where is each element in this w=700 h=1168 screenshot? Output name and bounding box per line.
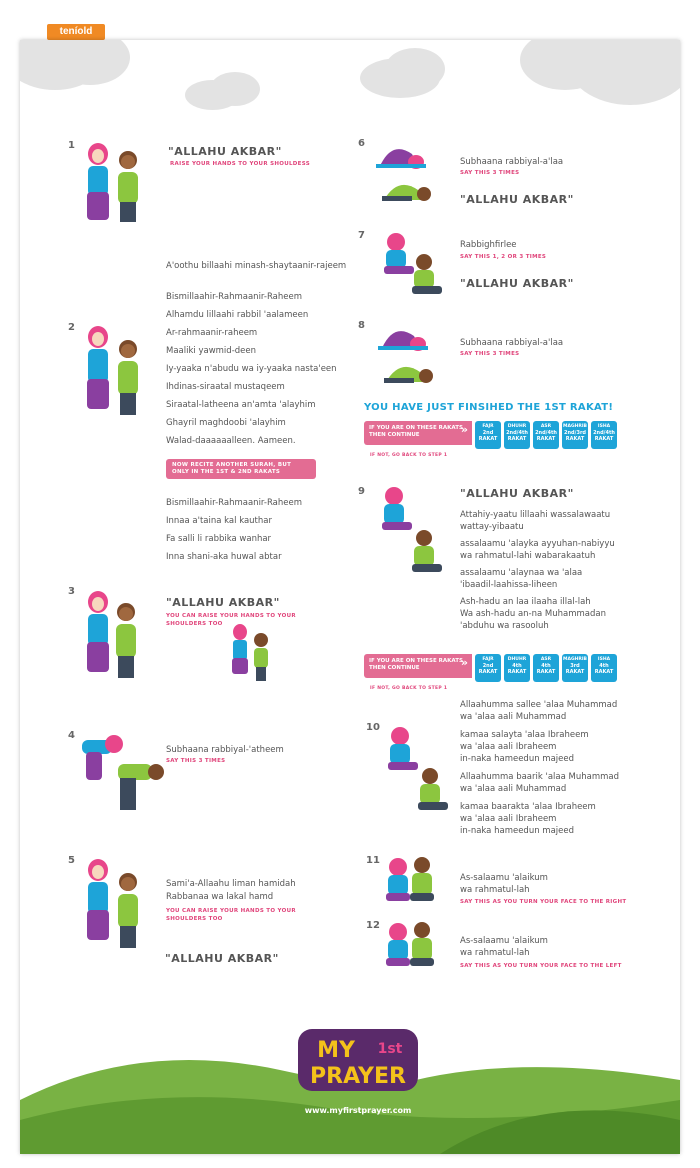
step-5-line: Rabbanaa wa lakal hamd bbox=[166, 892, 274, 902]
website-url[interactable]: www.myfirstprayer.com bbox=[304, 1106, 412, 1115]
rakat-table-2 bbox=[364, 654, 617, 682]
surah-line: Fa salli li rabbika wanhar bbox=[166, 534, 272, 544]
rakat-table-1-foot: IF NOT, GO BACK TO STEP 1 bbox=[370, 453, 448, 458]
rakat-cell bbox=[591, 654, 617, 682]
kids-prostrating-illustration bbox=[372, 136, 442, 206]
step-6-text: Subhaana rabbiyal-a'laa bbox=[460, 157, 564, 167]
rakat-cell bbox=[591, 421, 617, 449]
taawwudh-text: A'oothu billaahi minash-shaytaanir-rajeem bbox=[166, 261, 347, 271]
step-3-note: YOU CAN RAISE YOUR HANDS TO YOUR SHOULDERS TOO bbox=[166, 613, 296, 627]
step-4-note: SAY THIS 3 TIMES bbox=[166, 758, 226, 764]
step-1-heading: "ALLAHU AKBAR" bbox=[168, 145, 282, 158]
tashahhud-line: 'ibaadil-laahissa-liheen bbox=[460, 580, 558, 590]
step-5-note: YOU CAN RAISE YOUR HANDS TO YOUR SHOULDERS TOO bbox=[166, 908, 296, 922]
salawat-line: Allaahumma baarik 'alaa Muhammad bbox=[460, 772, 620, 782]
tashahhud-line: Attahiy-yaatu lillaahi wassalawaatu bbox=[460, 510, 611, 520]
logo-badge-text: 1st bbox=[377, 1041, 403, 1057]
rakat-cell-value: 2nd/4th RAKAT bbox=[593, 430, 615, 442]
step-11-line: As-salaamu 'alaikum bbox=[460, 873, 548, 883]
step-7-heading: "ALLAHU AKBAR" bbox=[460, 277, 574, 290]
fatiha-line: Siraatal-latheena an'amta 'alayhim bbox=[166, 400, 316, 410]
rakat-cell-value: 3rd RAKAT bbox=[565, 663, 585, 675]
rakat-cell-name: ASR bbox=[540, 657, 552, 662]
kids-salaam-left-illustration bbox=[384, 920, 434, 970]
step-1-note: RAISE YOUR HANDS TO YOUR SHOULDESS bbox=[170, 161, 310, 167]
rakat-cell-name: DHUHR bbox=[507, 657, 527, 662]
step-9-heading: "ALLAHU AKBAR" bbox=[460, 487, 574, 500]
rakat-cell-value: 4th RAKAT bbox=[536, 663, 556, 675]
surah-lines bbox=[166, 497, 302, 569]
step-12-note: SAY THIS AS YOU TURN YOUR FACE TO THE LEFT bbox=[460, 963, 622, 969]
fatiha-line: Iy-yaaka n'abudu wa iy-yaaka nasta'een bbox=[166, 364, 337, 374]
step-3-heading: "ALLAHU AKBAR" bbox=[166, 596, 280, 609]
step-4-text: Subhaana rabbiyal-'atheem bbox=[166, 745, 284, 755]
kids-second-prostration-illustration bbox=[374, 318, 444, 388]
fatiha-line: Ihdinas-siraatal mustaqeem bbox=[166, 382, 285, 392]
step-9-number: 9 bbox=[358, 486, 365, 497]
step-12-line: wa rahmatul-lah bbox=[460, 948, 530, 958]
tashahhud-line: Wa ash-hadu an-na Muhammadan bbox=[460, 609, 606, 619]
surah-line: Bismillaahir-Rahmaanir-Raheem bbox=[166, 498, 303, 508]
step-12-line: As-salaamu 'alaikum bbox=[460, 936, 548, 946]
rakat-cell-name: MAGHRIB bbox=[563, 657, 587, 662]
rakat-cell-value: 4th RAKAT bbox=[507, 663, 527, 675]
step-3-number: 3 bbox=[68, 586, 75, 597]
kids-salawat-illustration bbox=[382, 726, 452, 816]
fatiha-line: Ghayril maghdoobi 'alayhim bbox=[166, 418, 286, 428]
step-7-note: SAY THIS 1, 2 OR 3 TIMES bbox=[460, 254, 547, 260]
my-first-prayer-logo bbox=[288, 1025, 428, 1095]
surah-instruction-box: NOW RECITE ANOTHER SURAH, BUT ONLY IN THE 1ST & 2ND RAKATS bbox=[166, 459, 316, 479]
step-11-note: SAY THIS AS YOU TURN YOUR FACE TO THE RIGHT bbox=[460, 899, 627, 905]
fatiha-line: Bismillaahir-Rahmaanir-Raheem bbox=[166, 292, 303, 302]
cloud-right-mid-b bbox=[385, 48, 445, 90]
kids-salaam-right-illustration bbox=[384, 855, 434, 905]
salawat-line: kamaa salayta 'alaa Ibraheem bbox=[460, 730, 589, 740]
fatiha-line: Walad-daaaaaalleen. Aameen. bbox=[166, 436, 296, 446]
rakat-cell bbox=[504, 654, 530, 682]
rakat-cell bbox=[475, 654, 501, 682]
logo-prayer-text: PRAYER bbox=[310, 1064, 406, 1089]
salawat-line: wa 'alaa aali Muhammad bbox=[460, 784, 567, 794]
tashahhud-line: assalaamu 'alayka ayyuhan-nabiyyu bbox=[460, 539, 615, 549]
tashahhud-line: assalaamu 'alaynaa wa 'alaa bbox=[460, 568, 583, 578]
prayer-poster bbox=[20, 40, 680, 1154]
step-8-note: SAY THIS 3 TIMES bbox=[460, 351, 520, 357]
fatiha-line: Ar-rahmaanir-raheem bbox=[166, 328, 258, 338]
step-12-number: 12 bbox=[366, 920, 380, 931]
finished-rakat-heading: YOU HAVE JUST FINSIHED THE 1ST RAKAT! bbox=[364, 402, 614, 413]
rakat-cell bbox=[562, 654, 588, 682]
rakat-cell-value: 4th RAKAT bbox=[594, 663, 614, 675]
rakat-cell-value: 2nd/4th RAKAT bbox=[506, 430, 528, 442]
rakat-cell-value: 2nd/3rd RAKAT bbox=[564, 430, 586, 442]
fatiha-lines bbox=[166, 291, 337, 453]
rakat-cell-name: ISHA bbox=[597, 424, 611, 429]
step-6-number: 6 bbox=[358, 138, 365, 149]
rakat-table-2-lead: IF YOU ARE ON THESE RAKATS THEN CONTINUE » bbox=[364, 654, 472, 678]
step-4-number: 4 bbox=[68, 730, 75, 741]
rakat-table-1 bbox=[364, 421, 617, 449]
step-5-text bbox=[166, 878, 296, 904]
kids-tashahhud-illustration bbox=[376, 486, 446, 581]
fatiha-line: Alhamdu lillaahi rabbil 'aalameen bbox=[166, 310, 309, 320]
step-5-heading: "ALLAHU AKBAR" bbox=[165, 952, 279, 965]
rakat-cell-value: 2nd RAKAT bbox=[478, 430, 498, 442]
tashahhud-text bbox=[460, 509, 615, 632]
step-7-number: 7 bbox=[358, 230, 365, 241]
step-5-number: 5 bbox=[68, 855, 75, 866]
step-11-number: 11 bbox=[366, 855, 380, 866]
rakat-cell-name: ASR bbox=[540, 424, 552, 429]
salawat-line: Allaahumma sallee 'alaa Muhammad bbox=[460, 700, 618, 710]
rakat-cell bbox=[562, 421, 588, 449]
cloud-mid-b bbox=[210, 72, 260, 106]
kids-sitting-illustration bbox=[378, 232, 448, 302]
kids-standing-rising-illustration bbox=[78, 858, 158, 953]
salawat-line: wa 'alaa aali Muhammad bbox=[460, 712, 567, 722]
kids-bowing-illustration bbox=[78, 730, 168, 820]
step-12-text bbox=[460, 935, 548, 959]
rakat-cell-name: ISHA bbox=[597, 657, 611, 662]
step-11-text bbox=[460, 872, 548, 896]
kids-standing-hands-folded-illustration bbox=[78, 325, 158, 425]
rakat-cell-value: 2nd/4th RAKAT bbox=[535, 430, 557, 442]
salawat-line: kamaa baarakta 'alaa Ibraheem bbox=[460, 802, 596, 812]
rakat-table-1-lead: IF YOU ARE ON THESE RAKATS THEN CONTINUE » bbox=[364, 421, 472, 445]
fatiha-line: Maaliki yawmid-deen bbox=[166, 346, 256, 356]
step-6-heading: "ALLAHU AKBAR" bbox=[460, 193, 574, 206]
step-8-text: Subhaana rabbiyal-a'laa bbox=[460, 338, 564, 348]
rakat-cell bbox=[533, 654, 559, 682]
rakat-cell-value: 2nd RAKAT bbox=[478, 663, 498, 675]
rakat-table-2-foot: IF NOT, GO BACK TO STEP 1 bbox=[370, 686, 448, 691]
step-11-line: wa rahmatul-lah bbox=[460, 885, 530, 895]
tashahhud-line: wattay-yibaatu bbox=[460, 522, 524, 532]
salawat-line: wa 'alaa aali Ibraheem bbox=[460, 742, 557, 752]
salawat-line: in-naka hameedun majeed bbox=[460, 826, 575, 836]
brand-logo: teníold bbox=[47, 24, 105, 40]
step-7-text: Rabbighfirlee bbox=[460, 240, 517, 250]
surah-line: Inna shani-aka huwal abtar bbox=[166, 552, 282, 562]
rakat-cell bbox=[504, 421, 530, 449]
rakat-cell-name: FAJR bbox=[482, 657, 494, 662]
rakat-cell bbox=[475, 421, 501, 449]
salawat-line: wa 'alaa aali Ibraheem bbox=[460, 814, 557, 824]
step-8-number: 8 bbox=[358, 320, 365, 331]
salawat-line: in-naka hameedun majeed bbox=[460, 754, 575, 764]
tashahhud-line: wa rahmatul-lahi wabarakaatuh bbox=[460, 551, 596, 561]
step-10-number: 10 bbox=[366, 722, 380, 733]
rakat-cell bbox=[533, 421, 559, 449]
step-1-number: 1 bbox=[68, 140, 75, 151]
rakat-cell-name: FAJR bbox=[482, 424, 494, 429]
kids-standing-hands-raised-illustration bbox=[78, 142, 158, 232]
tashahhud-line: Ash-hadu an laa ilaaha illal-lah bbox=[460, 597, 591, 607]
rakat-cell-name: MAGHRIB bbox=[563, 424, 587, 429]
logo-my-text: MY bbox=[317, 1038, 355, 1063]
step-2-number: 2 bbox=[68, 322, 75, 333]
salawat-text bbox=[460, 699, 619, 837]
surah-line: Innaa a'taina kal kauthar bbox=[166, 516, 272, 526]
step-5-line: Sami'a-Allaahu liman hamidah bbox=[166, 879, 296, 889]
step-6-note: SAY THIS 3 TIMES bbox=[460, 170, 520, 176]
tashahhud-line: 'abduhu wa rasooluh bbox=[460, 621, 549, 631]
rakat-cell-name: DHUHR bbox=[507, 424, 527, 429]
